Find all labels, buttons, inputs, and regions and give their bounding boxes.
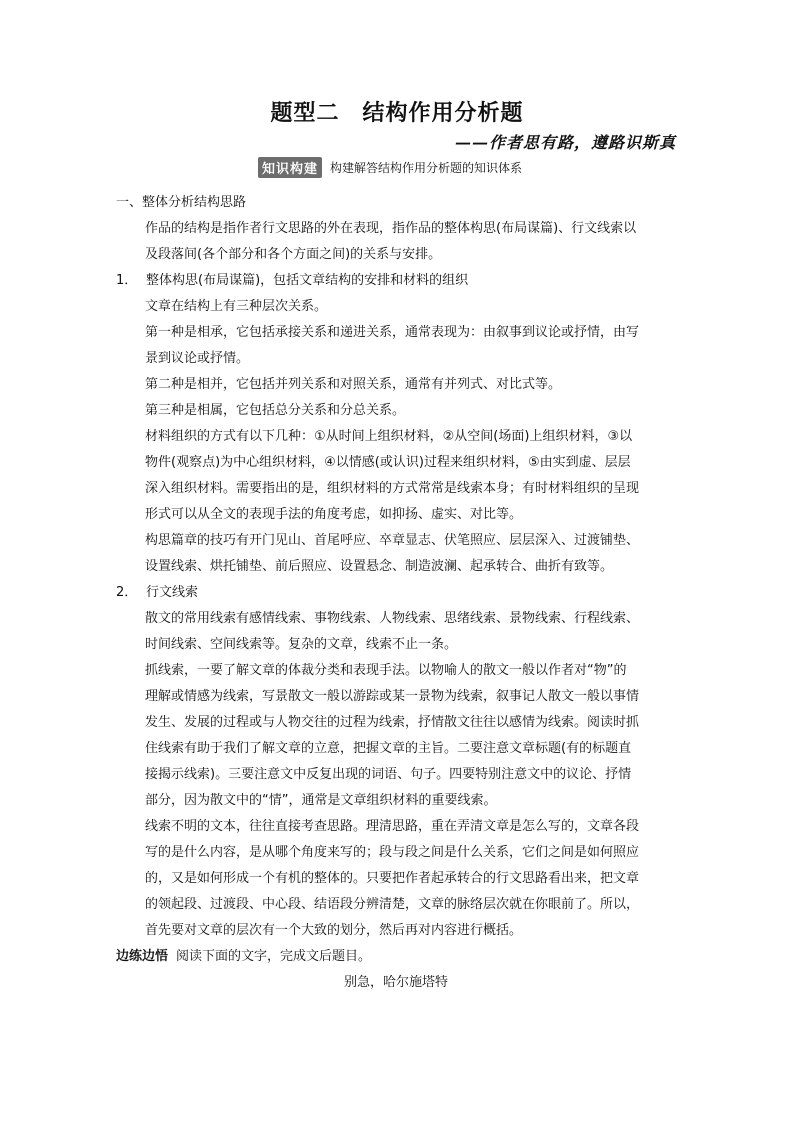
practice-tag: 边练边悟 bbox=[116, 949, 169, 964]
knowledge-build-badge: 知识构建 bbox=[258, 157, 322, 178]
item-heading bbox=[116, 580, 676, 606]
main-content bbox=[116, 190, 676, 996]
paragraph-line: 首先要对文章的层次有一个大致的划分，然后再对内容进行概括。 bbox=[145, 923, 523, 938]
paragraph-line: 时间线索、空间线索等。复杂的文章，线索不止一条。 bbox=[145, 637, 458, 652]
paragraph-line: 散文的常用线索有感情线索、事物线索、人物线索、思绪线索、景物线索、行程线索、 bbox=[145, 611, 640, 626]
section-heading: 一、整体分析结构思路 bbox=[116, 195, 247, 210]
paragraph-line: 构思篇章的技巧有开门见山、首尾呼应、卒章显志、伏笔照应、层层深入、过渡铺垫、 bbox=[145, 533, 640, 548]
paragraph-line: 物件(观察点)为中心组织材料，④以情感(或认识)过程来组织材料，⑤由实到虚、层层 bbox=[145, 455, 631, 470]
paragraph-line: 文章在结构上有三种层次关系。 bbox=[145, 299, 328, 314]
paragraph-line: 材料组织的方式有以下几种：①从时间上组织材料，②从空间(场面)上组织材料，③以 bbox=[145, 429, 633, 444]
page-subtitle: ——作者思有路，遵路识斯真 bbox=[454, 133, 676, 152]
paragraph-line: 部分，因为散文中的“情”，通常是文章组织材料的重要线索。 bbox=[145, 793, 497, 808]
knowledge-build-caption: 构建解答结构作用分析题的知识体系 bbox=[330, 160, 523, 175]
paragraph-line: 景到议论或抒情。 bbox=[145, 351, 250, 366]
paragraph-line: 理解或情感为线索，写景散文一般以游踪或某一景物为线索，叙事记人散文一般以事情 bbox=[145, 689, 640, 704]
item-number: 2． bbox=[116, 585, 138, 600]
knowledge-build-row bbox=[258, 157, 522, 177]
item-heading-text: 行文线索 bbox=[146, 585, 199, 600]
paragraph-line: 作品的结构是指作者行文思路的外在表现，指作品的整体构思(布局谋篇)、行文线索以 bbox=[145, 221, 637, 236]
paragraph-line: 接揭示线索)。三要注意文中反复出现的词语、句子。四要特别注意文中的议论、抒情 bbox=[145, 767, 632, 782]
paragraph-line: 设置线索、烘托铺垫、前后照应、设置悬念、制造波澜、起承转合、曲折有致等。 bbox=[145, 559, 614, 574]
paragraph-line: 线索不明的文本，往往直接考查思路。理清思路，重在弄清文章是怎么写的，文章各段 bbox=[145, 819, 640, 834]
item-heading bbox=[116, 268, 676, 294]
page-title: 题型二 结构作用分析题 bbox=[270, 100, 524, 126]
paragraph-line: 第一种是相承，它包括承接关系和递进关系，通常表现为：由叙事到议论或抒情，由写 bbox=[145, 325, 640, 340]
paragraph-line: 写的是什么内容，是从哪个角度来写的；段与段之间是什么关系，它们之间是如何照应 bbox=[145, 845, 640, 860]
paragraph-line: 及段落间(各个部分和各个方面之间)的关系与安排。 bbox=[145, 247, 442, 262]
item-number: 1． bbox=[116, 273, 138, 288]
paragraph-line: 发生、发展的过程或与人物交往的过程为线索，抒情散文往往以感情为线索。阅读时抓 bbox=[145, 715, 640, 730]
paragraph-line: 深入组织材料。需要指出的是，组织材料的方式常常是线索本身；有时材料组织的呈现 bbox=[145, 481, 640, 496]
paragraph-line: 形式可以从全文的表现手法的角度考虑，如抑扬、虚实、对比等。 bbox=[145, 507, 523, 522]
paragraph-line: 抓线索，一要了解文章的体裁分类和表现手法。以物喻人的散文一般以作者对“物”的 bbox=[145, 663, 627, 678]
article-title: 别急，哈尔施塔特 bbox=[343, 975, 448, 990]
item-heading-text: 整体构思(布局谋篇)，包括文章结构的安排和材料的组织 bbox=[146, 273, 469, 288]
paragraph-line: 第二种是相并，它包括并列关系和对照关系，通常有并列式、对比式等。 bbox=[145, 377, 562, 392]
paragraph-line: 的领起段、过渡段、中心段、结语段分辨清楚，文章的脉络层次就在你眼前了。所以， bbox=[145, 897, 640, 912]
paragraph-line: 住线索有助于我们了解文章的立意，把握文章的主旨。二要注意文章标题(有的标题直 bbox=[145, 741, 632, 756]
paragraph-line: 第三种是相属，它包括总分关系和分总关系。 bbox=[145, 403, 406, 418]
practice-line bbox=[116, 944, 676, 970]
practice-instruction: 阅读下面的文字，完成文后题目。 bbox=[176, 949, 372, 964]
paragraph-line: 的，又是如何形成一个有机的整体的。只要把作者起承转合的行文思路看出来，把文章 bbox=[145, 871, 640, 886]
